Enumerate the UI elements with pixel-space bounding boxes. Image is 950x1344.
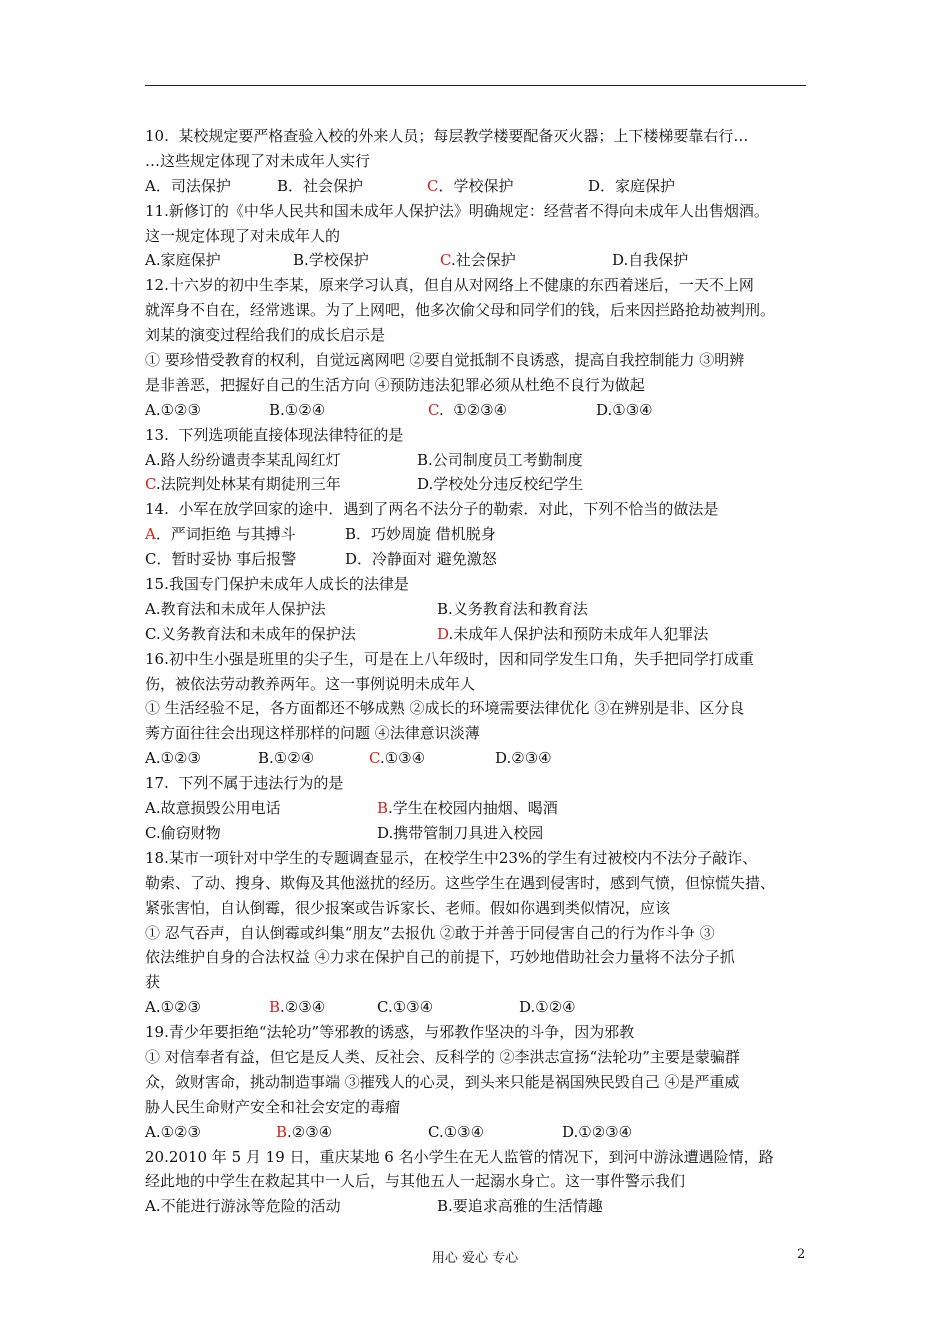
option-text: .①②④: [280, 400, 326, 419]
option-b: [258, 746, 314, 771]
option-b: [437, 597, 588, 622]
option-letter: D: [596, 400, 608, 419]
option-letter: C: [145, 624, 156, 643]
option-text: .学校保护: [304, 251, 369, 270]
option-c: [145, 821, 221, 846]
options-row: [145, 821, 820, 846]
option-letter: B: [437, 1197, 449, 1216]
option-text: .家庭保护: [155, 251, 221, 270]
option-text: .①③④: [438, 1122, 485, 1141]
option-text: .故意损毁公用电话: [155, 799, 281, 818]
option-c: [369, 746, 425, 771]
option-a: [145, 248, 221, 273]
option-letter: A: [145, 176, 156, 195]
option-a: [145, 174, 231, 199]
text-line: 紧张害怕，自认倒霉，很少报案或告诉家长、老师。假如你遇到类似情况，应该: [145, 898, 671, 917]
option-letter: B: [277, 176, 289, 195]
option-text: ．暂时妥协 事后报警: [156, 550, 297, 569]
option-letter: C: [428, 1122, 439, 1141]
options-row: [145, 622, 820, 647]
options-row: [145, 547, 820, 572]
option-letter: A: [145, 599, 156, 618]
text-line: 胁人民生命财产安全和社会安定的毒瘤: [145, 1097, 401, 1116]
text-line: 勒索、了动、搜身、欺侮及其他滋扰的经历。这些学生在遇到侵害时，感到气愤，但惊慌失措、: [145, 873, 776, 892]
option-letter: D: [495, 749, 507, 768]
text-line: 莠方面往往会出现这样那样的问题 ④法律意识淡薄: [145, 724, 480, 743]
text-line: …这些规定体现了对未成年人实行: [145, 151, 371, 170]
option-a: [145, 995, 201, 1020]
text-line: 10. 某校规定要严格查验入校的外来人员；每层教学楼要配备灭火器；上下楼梯要靠右行…: [145, 127, 749, 145]
option-letter: D: [562, 1122, 574, 1141]
option-letter: B: [293, 251, 305, 270]
text-line: 这一规定体现了对未成年人的: [145, 226, 341, 245]
option-c: [428, 1120, 484, 1145]
text-line: 17. 下列不属于违法行为的是: [145, 774, 344, 793]
option-letter: D: [377, 823, 389, 842]
options-row: [145, 522, 820, 547]
option-letter: D: [345, 550, 358, 569]
option-text: .偷窃财物: [155, 823, 221, 842]
option-text: ．巧妙周旋 借机脱身: [356, 525, 496, 544]
option-letter: B: [269, 998, 281, 1017]
option-c: [440, 248, 516, 273]
option-text: ．社会保护: [288, 176, 364, 195]
option-letter: C: [377, 998, 388, 1017]
text-line: ① 生活经验不足，各方面都还不够成熟 ②成长的环境需要法律优化 ③在辨别是非、区分良: [145, 699, 745, 718]
option-c: [427, 174, 514, 199]
option-text: .法院判处林某有期徒刑三年: [155, 475, 341, 494]
option-letter: B: [437, 599, 449, 618]
option-a: [145, 1120, 201, 1145]
options-row: [145, 995, 820, 1020]
option-letter: C: [440, 251, 451, 270]
options-row: [145, 1194, 820, 1219]
option-letter: D: [417, 475, 429, 494]
option-text: .路人纷纷谴责李某乱闯红灯: [155, 450, 341, 469]
option-text: .携带管制刀具进入校园: [388, 823, 544, 842]
option-b: [377, 796, 558, 821]
text-line: 依法维护自身的合法权益 ④力求在保护自己的前提下，巧妙地借助社会力量将不法分子抓: [145, 948, 735, 967]
text-line: 就浑身不自在，经常逃课。为了上网吧，他多次偷父母和同学们的钱，后来因拦路抢劫被判刑。: [145, 301, 776, 320]
option-text: ．家庭保护: [600, 176, 676, 195]
option-b: [277, 174, 363, 199]
text-line: 19.青少年要拒绝“法轮功”等邪教的诱惑，与邪教作坚决的斗争，因为邪教: [145, 1023, 635, 1042]
option-text: .①②④: [269, 749, 315, 768]
header-rule: [145, 85, 806, 86]
option-text: .②③④: [506, 749, 552, 768]
option-b: [345, 522, 496, 547]
options-row: [145, 174, 820, 199]
option-letter: A: [145, 400, 156, 419]
option-a: [145, 522, 296, 547]
text-line: 经此地的中学生在救起其中一人后，与其他五人一起溺水身亡。这一事件警示我们: [145, 1172, 686, 1191]
option-d: [596, 398, 653, 423]
option-letter: A: [145, 749, 156, 768]
option-text: .①②③: [155, 400, 201, 419]
option-letter: C: [428, 400, 439, 419]
options-row: [145, 448, 820, 473]
option-text: .不能进行游泳等危险的活动: [155, 1197, 341, 1216]
text-line: ① 忍气吞声，自认倒霉或纠集“朋友”去报仇 ②敢于并善于同侵害自己的行为作斗争 ③: [145, 923, 715, 942]
option-a: [145, 597, 326, 622]
option-letter: A: [145, 1197, 156, 1216]
option-text: .义务教育法和教育法: [448, 599, 588, 618]
option-b: [269, 995, 325, 1020]
option-text: .①②③: [155, 1122, 201, 1141]
option-letter: A: [145, 251, 156, 270]
page-number: 2: [797, 1247, 806, 1262]
option-d: [562, 1120, 632, 1145]
option-text: .①③④: [607, 400, 653, 419]
option-b: [417, 448, 583, 473]
option-letter: D: [437, 624, 449, 643]
option-d: [345, 547, 497, 572]
option-text: .①②③④: [573, 1122, 633, 1141]
option-text: .要追求高雅的生活情趣: [448, 1197, 603, 1216]
option-letter: B: [377, 799, 389, 818]
text-line: 是非善恶，把握好自己的生活方向 ④预防违法犯罪必须从杜绝不良行为做起: [145, 375, 645, 394]
option-d: [588, 174, 675, 199]
question-list: [145, 124, 820, 1219]
option-c: [145, 622, 356, 647]
option-letter: C: [145, 475, 156, 494]
option-text: .②③④: [280, 998, 326, 1017]
option-letter: A: [145, 450, 156, 469]
text-line: 18.某市一项针对中学生的专题调查显示，在校学生中23%的学生有过被校内不法分子敲诈、: [145, 848, 758, 867]
option-a: [145, 1194, 341, 1219]
option-d: [612, 248, 688, 273]
text-line: ① 对信奉者有益，但它是反人类、反社会、反科学的 ②李洪志宣扬“法轮功”主要是蒙骗群: [145, 1047, 740, 1066]
text-line: 众，敛财害命，挑动制造事端 ③摧残人的心灵，到头来只能是祸国殃民毁自己 ④是严重威: [145, 1072, 740, 1091]
option-letter: C: [427, 176, 439, 195]
option-b: [276, 1120, 332, 1145]
options-row: [145, 1120, 820, 1145]
option-c: [145, 472, 341, 497]
option-text: .自我保护: [623, 251, 689, 270]
option-text: .教育法和未成年人保护法: [155, 599, 326, 618]
text-line: 获: [145, 973, 161, 992]
option-text: .学生在校园内抽烟、喝酒: [388, 799, 558, 818]
option-a: [145, 448, 341, 473]
option-b: [437, 1194, 603, 1219]
option-text: ．严词拒绝 与其搏斗: [155, 525, 296, 544]
option-text: .①②③: [155, 998, 201, 1017]
option-text: .②③④: [287, 1122, 333, 1141]
text-line: ① 要珍惜受教育的权利，自觉远离网吧 ②要自觉抵制不良诱惑，提高自我控制能力 ③明辨: [145, 351, 745, 370]
option-a: [145, 796, 281, 821]
text-line: 20.2010 年 5 月 19 日，重庆某地 6 名小学生在无人监管的情况下，到河中游泳遭遇险情，路: [145, 1147, 774, 1166]
option-letter: B: [345, 525, 357, 544]
text-line: 伤，被依法劳动教养两年。这一事例说明未成年人: [145, 674, 476, 693]
option-letter: C: [145, 823, 156, 842]
option-text: .①③④: [379, 749, 426, 768]
text-line: 15.我国专门保护未成年人成长的法律是: [145, 575, 409, 594]
option-d: [437, 622, 708, 647]
options-row: [145, 472, 820, 497]
options-row: [145, 746, 820, 771]
text-line: 16.初中生小强是班里的尖子生，可是在上八年级时，因和同学发生口角，失手把同学打成重: [145, 649, 754, 668]
option-text: .社会保护: [450, 251, 516, 270]
option-d: [519, 995, 576, 1020]
text-line: 刘某的演变过程给我们的成长启示是: [145, 326, 386, 345]
option-text: .学校处分违反校纪学生: [428, 475, 584, 494]
option-text: .未成年人保护法和预防未成年人犯罪法: [448, 624, 709, 643]
option-text: .①②③: [155, 749, 201, 768]
option-text: ．冷静面对 避免激怒: [357, 550, 497, 569]
footer-motto: 用心 爱心 专心: [431, 1251, 519, 1266]
options-row: [145, 398, 820, 423]
option-text: .①③④: [387, 998, 434, 1017]
option-letter: D: [612, 251, 624, 270]
option-text: .①②④: [530, 998, 576, 1017]
text-line: 12.十六岁的初中生李某，原来学习认真，但自从对网络上不健康的东西着迷后，一天不上网: [145, 276, 754, 295]
option-text: ．学校保护: [438, 176, 514, 195]
options-row: [145, 248, 820, 273]
option-letter: A: [145, 799, 156, 818]
option-letter: D: [519, 998, 531, 1017]
option-letter: D: [588, 176, 601, 195]
option-d: [417, 472, 583, 497]
option-text: .义务教育法和未成年的保护法: [155, 624, 356, 643]
option-letter: A: [145, 1122, 156, 1141]
option-letter: B: [269, 400, 281, 419]
text-line: 11.新修订的《中华人民共和国未成年人保护法》明确规定：经营者不得向未成年人出售烟酒。: [145, 201, 769, 220]
option-c: [428, 398, 507, 423]
options-row: [145, 597, 820, 622]
option-a: [145, 398, 201, 423]
option-text: ．司法保护: [155, 176, 231, 195]
option-letter: B: [258, 749, 270, 768]
text-line: 13. 下列选项能直接体现法律特征的是: [145, 425, 404, 444]
options-row: [145, 796, 820, 821]
option-letter: C: [369, 749, 380, 768]
option-letter: B: [276, 1122, 288, 1141]
option-a: [145, 746, 201, 771]
option-letter: A: [145, 525, 156, 544]
option-c: [145, 547, 296, 572]
option-d: [495, 746, 552, 771]
option-b: [269, 398, 325, 423]
option-text: .公司制度员工考勤制度: [428, 450, 583, 469]
option-letter: A: [145, 998, 156, 1017]
option-c: [377, 995, 433, 1020]
option-letter: B: [417, 450, 429, 469]
option-b: [293, 248, 369, 273]
text-line: 14. 小军在放学回家的途中．遇到了两名不法分子的勒索．对此，下列不恰当的做法是: [145, 500, 719, 519]
option-d: [377, 821, 543, 846]
option-text: . ①②③④: [438, 400, 508, 419]
option-letter: C: [145, 550, 157, 569]
